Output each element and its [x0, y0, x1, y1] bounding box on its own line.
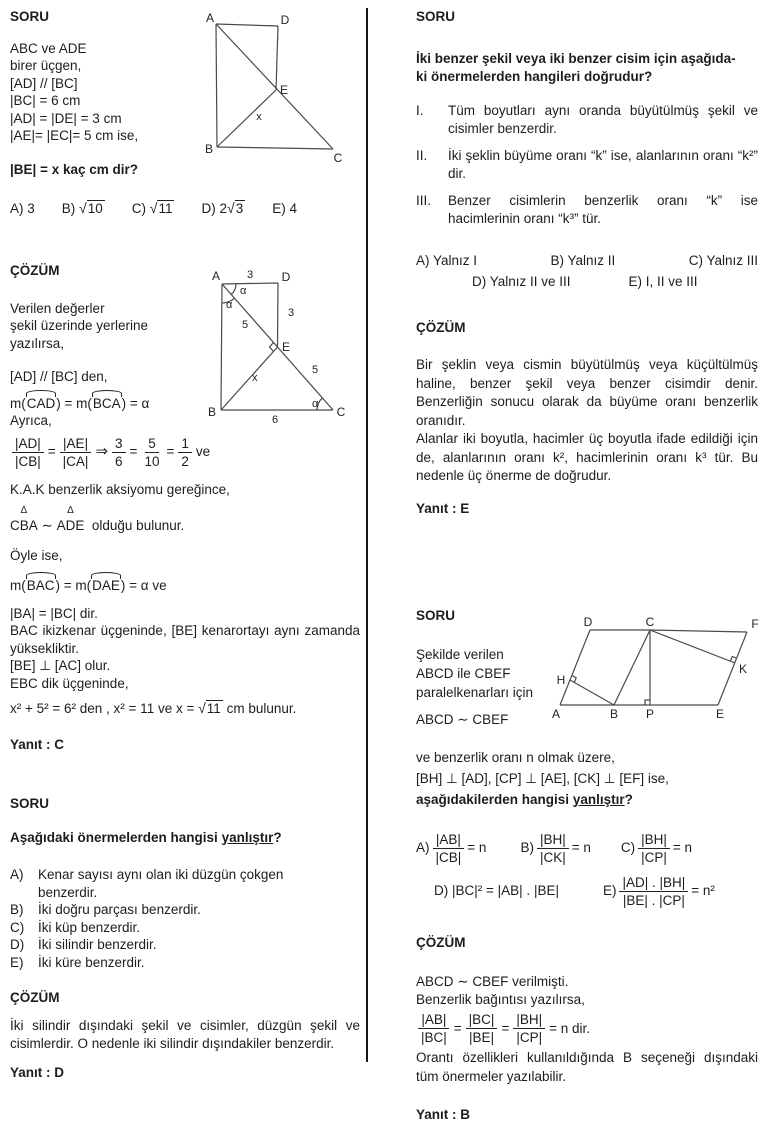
- vertex-label-e: E: [281, 340, 291, 354]
- cozum-heading: ÇÖZÜM: [416, 934, 466, 950]
- figure-q1: [200, 10, 350, 173]
- similarity-line: Δ CBA ∼ Δ ADE olduğu bulunur.: [10, 505, 185, 533]
- intro-line: paralelkenarları için: [416, 684, 534, 700]
- triangle-icon: Δ: [67, 505, 74, 516]
- soru-heading: SORU: [416, 608, 456, 623]
- statements-list: [416, 102, 758, 228]
- vertex-label-k: K: [738, 662, 748, 676]
- option-c: C) İki küp benzerdir.: [10, 919, 141, 935]
- solution-text: İki silindir dışındaki şekil ve cisimler, düzgün şekil ve cisimlerdir. O nedenle iki silindir dışındakiler benzerdir.: [10, 1017, 360, 1051]
- options-row-2: [416, 273, 758, 291]
- option-d: D) Yalnız II ve III: [472, 274, 571, 289]
- fraction: $\frac{5}{10}$: [144, 435, 160, 469]
- fraction: $\frac{|AD|}{|CB|}$: [12, 436, 44, 469]
- vertex-label-e: E: [715, 707, 725, 721]
- radical-icon: √: [79, 200, 87, 216]
- iso-paragraph: BAC ikizkenar üçgeninde, [BE] kenarortayı aynı zamanda yüksekliktir.: [10, 623, 360, 656]
- fraction: $\frac{|BH|}{|CP|}$: [638, 832, 670, 865]
- option-e: E) I, II ve III: [628, 274, 698, 289]
- iso-line-1: |BA| = |BC| dir.: [10, 605, 98, 621]
- solution-figure-svg: [195, 268, 350, 426]
- option-b: B) Yalnız II: [550, 252, 616, 268]
- ratio-equation: $\frac{|AB|}{|BC|}$ = $\frac{|BC|}{|BE|}$ = $\frac{|BH|}{|CP|}$ = n dir.: [416, 1012, 758, 1045]
- fraction: $\frac{|AD| . |BH|}{|BE| . |CP|}$: [619, 875, 688, 908]
- alpha-label: α: [240, 285, 247, 297]
- fraction: $\frac{|BH|}{|CK|}$: [537, 832, 569, 865]
- options-row-1: [416, 252, 758, 270]
- length-label-de: 3: [288, 307, 295, 319]
- given-line: ABC ve ADE: [10, 40, 87, 56]
- parallel-line: [AD] // [BC] den,: [10, 369, 108, 384]
- option-c: C) Yalnız III: [688, 252, 758, 268]
- options-list: [10, 866, 360, 971]
- cozum-heading: ÇÖZÜM: [10, 990, 60, 1005]
- alpha-label: α: [226, 299, 233, 311]
- parallelogram-figure-svg: [550, 615, 768, 723]
- intro-line: Verilen değerler: [10, 300, 105, 316]
- intro-block: [416, 645, 548, 729]
- column-divider: [366, 8, 368, 1062]
- angle-arc: BAC: [26, 578, 55, 593]
- statement-ii: II. İki şeklin büyüme oranı “k” ise, alanlarının oranı “k²” dir.: [416, 147, 758, 181]
- vertex-label-b: B: [207, 405, 217, 419]
- vertex-label-f: F: [751, 617, 759, 631]
- vertex-label-a: A: [551, 707, 561, 721]
- intro-line: ABCD ∼ CBEF: [416, 711, 509, 727]
- solution-paragraph-1: Bir şeklin veya cismin büyütülmüş veya küçültülmüş haline, benzer şekil veya benzer cisimdir denir. Benzerliğin sonucu olarak da büyüme oranı benzerlik oranıdır.: [416, 357, 758, 428]
- question-text: aşağıdakilerden hangisi yanlıştır?: [416, 791, 633, 807]
- solution-line-1: ABCD ∼ CBEF verilmişti.: [416, 974, 569, 989]
- segment-label-x: x: [252, 372, 258, 384]
- options-row: [10, 200, 360, 218]
- answer-line: Yanıt : D: [10, 1064, 65, 1080]
- vertex-label-c: C: [336, 405, 346, 419]
- ratio-intro-line: ve benzerlik oranı n olmak üzere,: [416, 749, 615, 765]
- option-a: A) $\frac{|AB|}{|CB|}$ = n: [416, 831, 487, 865]
- fraction: $\frac{1}{2}$: [178, 436, 192, 469]
- intro-line: şekil üzerinde yerlerine: [10, 318, 149, 333]
- right-column: [416, 8, 758, 1124]
- ayrica-line: Ayrıca,: [10, 413, 52, 428]
- option-a: A) Yalnız I: [416, 252, 478, 268]
- triangle-name: Δ CBA: [10, 505, 38, 533]
- option-d: D) İki silindir benzerdir.: [10, 937, 157, 952]
- fraction: $\frac{|AB|}{|CB|}$: [433, 832, 465, 865]
- vertex-label-b: B: [204, 142, 214, 156]
- soru-heading: SORU: [10, 796, 50, 811]
- left-column: [10, 8, 360, 1081]
- option-d: D) |BC|² = |AB| . |BE|: [434, 883, 559, 899]
- solution-1: [10, 262, 360, 753]
- option-d: D) 2√3: [201, 200, 244, 216]
- vertex-label-d: D: [281, 270, 291, 284]
- answer-line: Yanıt : B: [416, 1107, 471, 1122]
- angle-arc-marker: [231, 284, 236, 295]
- question-4: [416, 607, 758, 1124]
- option-b: B) İki doğru parçası benzerdir.: [10, 902, 201, 917]
- triangle-name: Δ ADE: [56, 505, 85, 533]
- solution-paragraph-2: Alanlar iki boyutla, hacimler üç boyutla ifade edildiği için de, alanlarının oranı k², hacimlerinin oranı k³ tür. Bu nedenle üç önerme de doğrudur.: [416, 431, 758, 483]
- angle-equation-1: m(CAD) = m(BCA) = α: [10, 395, 150, 411]
- question-1: [10, 8, 360, 230]
- option-e: E) İki küre benzerdir.: [10, 954, 145, 970]
- given-line: birer üçgen,: [10, 58, 82, 73]
- dik-line: EBC dik üçgeninde,: [10, 675, 129, 691]
- intro-line: yazılırsa,: [10, 335, 65, 351]
- option-a: A) Kenar sayısı aynı olan iki düzgün çokgen benzerdir.: [10, 867, 284, 900]
- statement-i: I. Tüm boyutları aynı oranda büyütülmüş şekil ve cisimler benzerdir.: [416, 102, 758, 136]
- angle-arc: CAD: [26, 395, 56, 411]
- answer-line: Yanıt : C: [10, 736, 65, 752]
- question-text: İki benzer şekil veya iki benzer cisim için aşağıda- ki önermelerden hangileri doğrudur?: [416, 50, 736, 84]
- triangle-figure-svg: [200, 10, 350, 168]
- option-b: B) √10: [61, 200, 103, 216]
- segment-label-x: x: [256, 111, 262, 123]
- fraction: $\frac{|AE|}{|CA|}$: [60, 436, 92, 469]
- radical-icon: √: [198, 700, 206, 716]
- fraction: $\frac{|AB|}{|BC|}$: [418, 1012, 450, 1045]
- solution-intro: [10, 300, 195, 353]
- vertex-label-h: H: [556, 673, 566, 687]
- length-label-ad: 3: [246, 269, 254, 281]
- vertex-label-d: D: [583, 615, 593, 629]
- given-line: |BC| = 6 cm: [10, 93, 81, 108]
- vertex-label-a: A: [205, 11, 215, 25]
- right-angle-marker: [645, 700, 650, 705]
- vertex-label-e: E: [279, 83, 289, 97]
- question-2: [10, 795, 360, 1081]
- cozum-heading: ÇÖZÜM: [10, 263, 60, 278]
- option-e: E) $\frac{|AD| . |BH|}{|BE| . |CP|}$ = n²: [602, 874, 715, 908]
- given-line: |AE|= |EC|= 5 cm ise,: [10, 128, 139, 143]
- fraction: $\frac{|BC|}{|BE|}$: [466, 1012, 498, 1045]
- ratio-equation: $\frac{|AD|}{|CB|}$ = $\frac{|AE|}{|CA|}$ ⇒ $\frac{3}{6}$ = $\frac{5}{10}$ = $\frac{1}{2}$ ve: [10, 436, 360, 469]
- figure-q4: [550, 615, 768, 728]
- vertex-label-b: B: [609, 707, 619, 721]
- implies-icon: ⇒: [95, 443, 109, 461]
- perp-line: [BE] ⊥ [AC] olur.: [10, 658, 111, 673]
- given-line: |AD| = |DE| = 3 cm: [10, 110, 122, 126]
- length-label-bc: 6: [271, 414, 279, 426]
- kak-line: K.A.K benzerlik aksiyomu gereğince,: [10, 481, 230, 497]
- question-text: Aşağıdaki önermelerden hangisi yanlıştır?: [10, 829, 282, 845]
- vertex-label-c: C: [333, 151, 343, 165]
- option-b: B) $\frac{|BH|}{|CK|}$ = n: [520, 831, 591, 865]
- question-text: |BE| = x kaç cm dir?: [10, 161, 138, 177]
- vertex-label-d: D: [280, 13, 290, 27]
- intro-line: ABCD ile CBEF: [416, 665, 511, 681]
- vertex-label-c: C: [645, 615, 655, 629]
- solution-line-2: Benzerlik bağıntısı yazılırsa,: [416, 991, 585, 1007]
- vertex-label-p: P: [645, 707, 655, 721]
- pythagoras-line: x² + 5² = 6² den , x² = 11 ve x = √11 cm bulunur.: [10, 700, 297, 716]
- length-label-ec: 5: [312, 364, 319, 376]
- right-angle-marker: [270, 343, 274, 352]
- oyle-line: Öyle ise,: [10, 547, 63, 563]
- fraction: $\frac{|BH|}{|CP|}$: [513, 1012, 545, 1045]
- soru-heading: SORU: [10, 9, 50, 24]
- perpendicular-line: [BH] ⊥ [AD], [CP] ⊥ [AE], [CK] ⊥ [EF] ise,: [416, 770, 669, 786]
- fraction: $\frac{3}{6}$: [112, 436, 126, 469]
- answer-line: Yanıt : E: [416, 500, 470, 516]
- length-label-ae: 5: [242, 319, 249, 331]
- option-c: C) √11: [131, 200, 173, 216]
- radical-icon: √: [149, 200, 158, 216]
- given-line: [AD] // [BC]: [10, 75, 78, 91]
- alpha-label: α: [312, 398, 319, 410]
- vertex-label-a: A: [211, 269, 221, 283]
- angle-arc: BCA: [92, 395, 121, 411]
- statement-iii: III. Benzer cisimlerin benzerlik oranı “k” ise hacimlerinin oranı “k³” tür.: [416, 192, 758, 226]
- given-block: [10, 40, 195, 145]
- radical-icon: √: [227, 200, 235, 216]
- intro-line: Şekilde verilen: [416, 646, 504, 662]
- triangle-icon: Δ: [20, 505, 28, 516]
- question-3: [416, 8, 758, 517]
- figure-solution-1: [195, 268, 350, 431]
- option-e: E) 4: [272, 201, 297, 216]
- cozum-heading: ÇÖZÜM: [416, 319, 466, 335]
- angle-arc: DAE: [92, 578, 120, 593]
- option-a: A) 3: [10, 201, 35, 216]
- angle-equation-2: m(BAC) = m(DAE) = α ve: [10, 578, 167, 593]
- option-c: C) $\frac{|BH|}{|CP|}$ = n: [620, 831, 693, 865]
- solution-paragraph: Orantı özellikleri kullanıldığında B seçeneği dışındaki tüm önermeler yazılabilir.: [416, 1050, 758, 1084]
- options-row-1: [416, 832, 758, 865]
- soru-heading: SORU: [416, 9, 456, 24]
- options-row-2: [416, 875, 758, 908]
